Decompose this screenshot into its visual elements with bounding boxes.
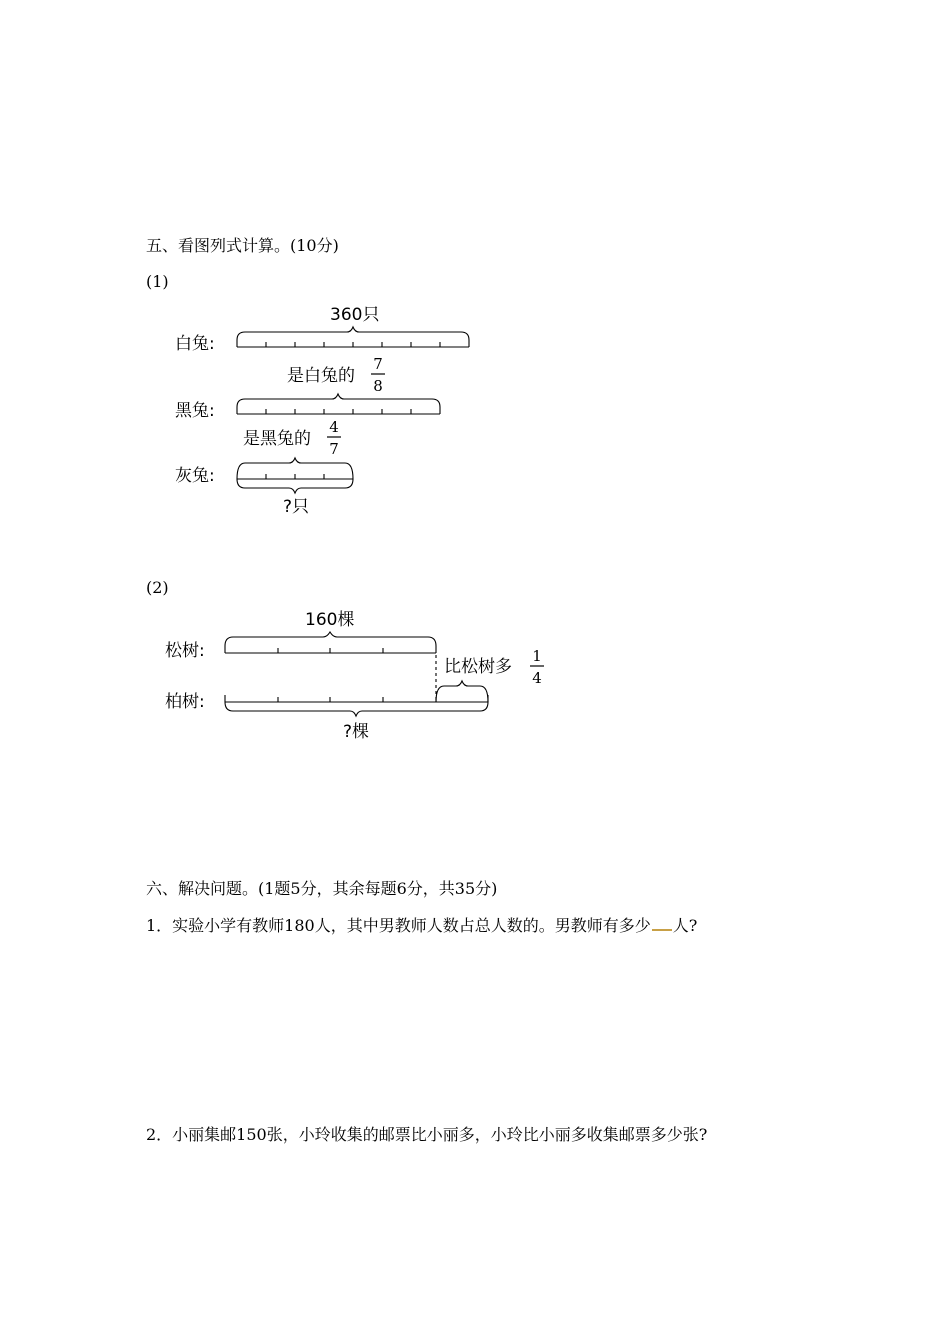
black-rabbit-label: 黑兔: [175,401,215,421]
question-1-tail: 人? [672,916,698,935]
part2-label: (2) [146,578,169,597]
pine-total-label: 160棵 [305,610,355,630]
cypress-relation-label: 比松树多 [444,657,512,677]
cypress-question-brace [225,702,488,716]
gray-fraction-numerator: 4 [329,418,339,436]
part1-label: (1) [146,272,169,291]
pine-total-brace [225,632,436,646]
gray-question-label: ?只 [283,497,310,517]
extra-brace [436,681,488,702]
black-fraction-denominator: 8 [373,377,383,395]
gray-fraction-denominator: 7 [329,440,339,458]
gray-relation-label: 是黑兔的 [243,429,311,449]
gray-rabbit-label: 灰兔: [175,466,215,486]
question-1 [146,915,697,936]
pine-segment [225,646,436,653]
cypress-segment [225,695,488,702]
cypress-label: 柏树: [165,692,205,712]
black-fraction-numerator: 7 [373,355,383,373]
question-1-text: 1．实验小学有教师180人，其中男教师人数占总人数的。男教师有多少 [146,916,651,935]
white-total-label: 360只 [330,305,380,325]
cypress-fraction-numerator: 1 [532,647,542,665]
white-rabbit-label: 白兔: [175,334,215,354]
section6-heading: 六、解决问题。(1题5分，其余每题6分，共35分) [146,879,498,898]
question-2: 2．小丽集邮150张，小玲收集的邮票比小丽多，小玲比小丽多收集邮票多少张? [146,1125,708,1144]
cypress-fraction-denominator: 4 [532,669,542,687]
cypress-question-label: ?棵 [343,722,370,742]
answer-blank[interactable] [652,915,672,931]
pine-label: 松树: [165,641,205,661]
black-relation-label: 是白兔的 [287,366,355,386]
section5-heading: 五、看图列式计算。(10分) [146,236,339,255]
